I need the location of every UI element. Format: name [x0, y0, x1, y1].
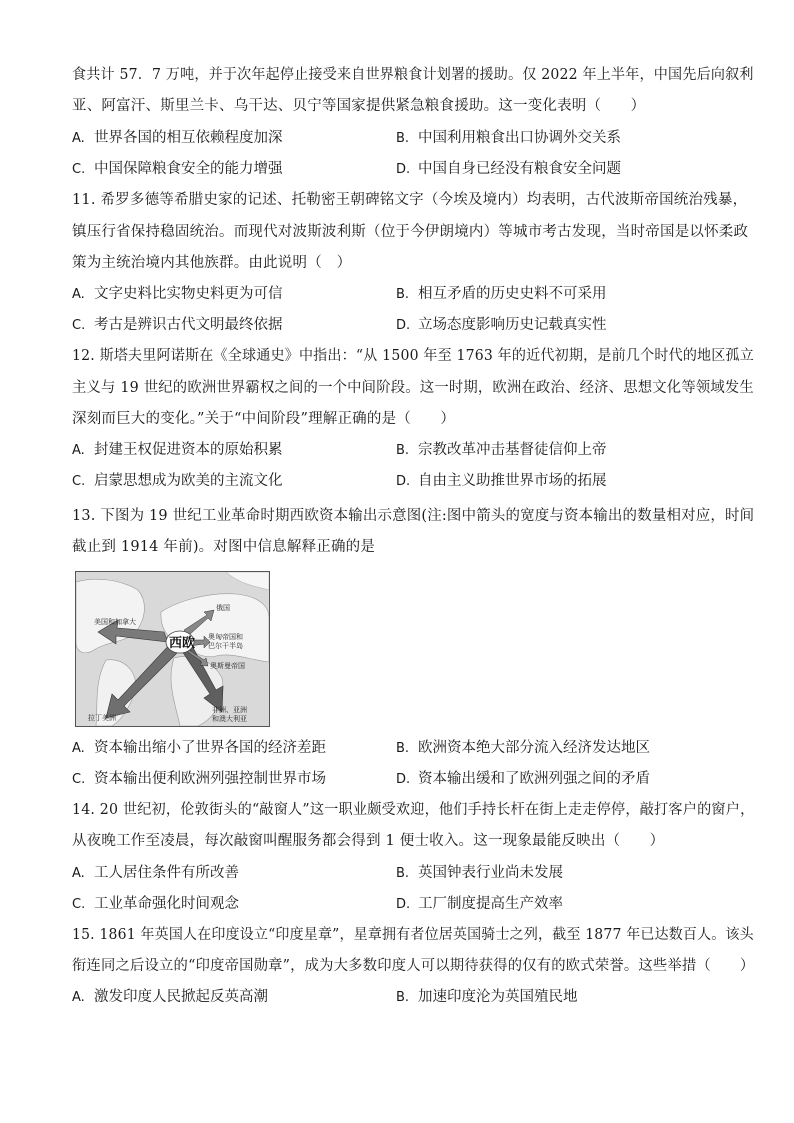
q13-option-b: B. 欧洲资本绝大部分流入经济发达地区 [396, 740, 650, 756]
q12-option-b: B. 宗教改革冲击基督徒信仰上帝 [396, 442, 607, 458]
label-ottoman: 奥斯曼帝国 [210, 662, 245, 670]
label-africa-line-2: 和澳大利亚 [212, 715, 247, 723]
q14-option-a: A. 工人居住条件有所改善 [72, 865, 239, 881]
q11-text-line-3: 策为主统治境内其他族群。由此说明（ ） [72, 255, 352, 271]
q12-option-d: D. 自由主义助推世界市场的拓展 [396, 473, 607, 489]
map-graphic [76, 572, 269, 726]
q11-text-line-2: 镇压行省保持稳固统治。而现代对波斯波利斯（位于今伊朗境内）等城市考古发现，当时帝国是以怀柔政 [72, 224, 749, 240]
q10-text-line-1: 食共计 57．7 万吨，并于次年起停止接受来自世界粮食计划署的援助。仅 2022 年上半年，中国先后向叙利 [72, 67, 754, 83]
label-austria-line-1: 奥匈帝国和 [208, 633, 243, 641]
q13-text-line-1: 13. 下图为 19 世纪工业革命时期西欧资本输出示意图(注:图中箭头的宽度与资本输出的数量相对应，时间 [72, 508, 755, 524]
q10-option-b: B. 中国利用粮食出口协调外交关系 [396, 130, 621, 146]
q11-option-a: A. 文字史料比实物史料更为可信 [72, 286, 283, 302]
capital-export-map [75, 571, 270, 727]
q10-option-a: A. 世界各国的相互依赖程度加深 [72, 130, 283, 146]
q14-option-b: B. 英国钟表行业尚未发展 [396, 865, 563, 881]
q10-option-c: C. 中国保障粮食安全的能力增强 [72, 161, 283, 177]
q13-text-line-2: 截止到 1914 年前)。对图中信息解释正确的是 [72, 539, 376, 555]
q15-text-line-2: 衔连同之后设立的“印度帝国勋章”，成为大多数印度人可以期待获得的仅有的欧式荣誉。这些举措（ ） [72, 958, 755, 974]
q12-option-c: C. 启蒙思想成为欧美的主流文化 [72, 473, 283, 489]
label-west-europe: 西欧 [169, 636, 196, 651]
label-latin-america: 拉丁美洲 [88, 714, 116, 722]
q11-option-b: B. 相互矛盾的历史史料不可采用 [396, 286, 607, 302]
q10-option-d: D. 中国自身已经没有粮食安全问题 [396, 161, 621, 177]
q14-option-d: D. 工厂制度提高生产效率 [396, 896, 563, 912]
q14-option-c: C. 工业革命强化时间观念 [72, 896, 239, 912]
q13-option-a: A. 资本输出缩小了世界各国的经济差距 [72, 740, 326, 756]
label-austria-line-2: 巴尔干半岛 [208, 642, 243, 650]
q11-option-c: C. 考古是辨识古代文明最终依据 [72, 317, 283, 333]
q13-option-d: D. 资本输出缓和了欧洲列强之间的矛盾 [396, 771, 650, 787]
label-russia: 俄国 [216, 604, 230, 612]
q12-text-line-3: 深刻而巨大的变化。”关于“中间阶段”理解正确的是（ ） [72, 411, 456, 427]
q14-text-line-1: 14. 20 世纪初，伦敦街头的“敲窗人”这一职业颇受欢迎，他们手持长杆在街上走走停停，敲打客户的窗户， [72, 802, 755, 818]
q11-text-line-1: 11. 希罗多德等希腊史家的记述、托勒密王朝碑铭文字（今埃及境内）均表明，古代波斯帝国统治残暴， [72, 192, 748, 208]
q15-text-line-1: 15. 1861 年英国人在印度设立“印度星章”，星章拥有者位居英国骑士之列，截至 1877 年已达数百人。该头 [72, 927, 754, 943]
q12-text-line-1: 12. 斯塔夫里阿诺斯在《全球通史》中指出：“从 1500 年至 1763 年的近代初期，是前几个时代的地区孤立 [72, 348, 755, 364]
q11-option-d: D. 立场态度影响历史记载真实性 [396, 317, 607, 333]
q12-text-line-2: 主义与 19 世纪的欧洲世界霸权之间的一个中间阶段。这一时期，欧洲在政治、经济、思想文化等领域发生 [72, 380, 754, 396]
q15-option-b: B. 加速印度沦为英国殖民地 [396, 989, 578, 1005]
q13-option-c: C. 资本输出便利欧洲列强控制世界市场 [72, 771, 326, 787]
q10-text-line-2: 亚、阿富汗、斯里兰卡、乌干达、贝宁等国家提供紧急粮食援助。这一变化表明（ ） [72, 98, 646, 114]
label-america: 美国和加拿大 [94, 618, 136, 626]
q14-text-line-2: 从夜晚工作至凌晨，每次敲窗叫醒服务都会得到 1 便士收入。这一现象最能反映出（ ） [72, 833, 665, 849]
q12-option-a: A. 封建王权促进资本的原始积累 [72, 442, 283, 458]
label-africa-line-1: 非洲、亚洲 [212, 706, 247, 714]
q15-option-a: A. 激发印度人民掀起反英高潮 [72, 989, 268, 1005]
